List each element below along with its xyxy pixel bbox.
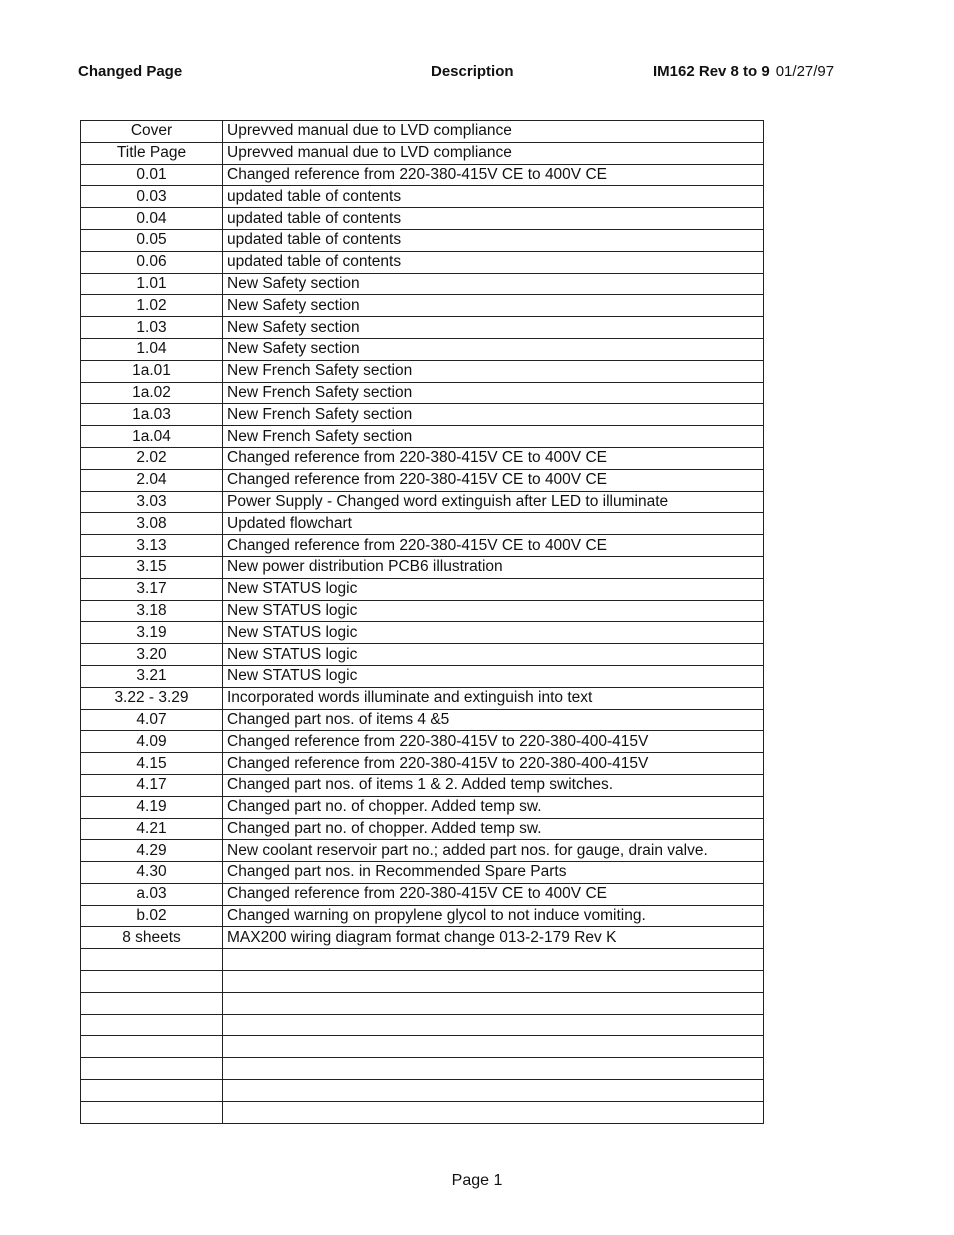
changed-page-cell: 4.21 [81,818,223,840]
description-cell [223,1014,764,1036]
description-cell [223,1080,764,1102]
changed-page-cell [81,992,223,1014]
table-row [81,295,764,317]
changed-page-cell: 0.03 [81,186,223,208]
description-cell: updated table of contents [223,186,764,208]
page-number: Page 1 [451,1172,503,1189]
document-id: IM162 Rev 8 to 9 [653,63,770,80]
description-cell: Changed warning on propylene glycol to not induce vomiting. [223,905,764,927]
changed-page-cell: 0.05 [81,229,223,251]
changed-page-cell: 1a.01 [81,360,223,382]
description-cell: New French Safety section [223,404,764,426]
description-cell: Power Supply - Changed word extinguish after LED to illuminate [223,491,764,513]
change-log-body [81,121,764,1124]
description-cell: New Safety section [223,295,764,317]
changed-page-cell: 8 sheets [81,927,223,949]
table-row [81,513,764,535]
description-cell [223,949,764,971]
table-row [81,731,764,753]
table-row [81,992,764,1014]
table-row [81,360,764,382]
table-row [81,469,764,491]
description-cell [223,1058,764,1080]
table-row [81,186,764,208]
description-cell: Changed reference from 220-380-415V CE to 400V CE [223,469,764,491]
table-row [81,426,764,448]
table-row [81,121,764,143]
changed-page-cell: 1.01 [81,273,223,295]
table-row [81,753,764,775]
table-row [81,535,764,557]
changed-page-cell: 1a.03 [81,404,223,426]
table-row [81,251,764,273]
description-cell: Changed part no. of chopper. Added temp sw. [223,796,764,818]
description-cell: updated table of contents [223,251,764,273]
changed-page-cell: 3.19 [81,622,223,644]
description-cell: New STATUS logic [223,644,764,666]
changed-page-cell: Title Page [81,142,223,164]
changed-page-cell: 4.30 [81,862,223,884]
description-cell: New power distribution PCB6 illustration [223,556,764,578]
description-cell: Incorporated words illuminate and extinguish into text [223,687,764,709]
table-row [81,949,764,971]
table-row [81,338,764,360]
table-row [81,709,764,731]
table-row [81,229,764,251]
description-cell: New Safety section [223,338,764,360]
changed-page-cell: b.02 [81,905,223,927]
table-row [81,796,764,818]
changed-page-cell [81,1036,223,1058]
description-cell: Changed part nos. of items 1 & 2. Added temp switches. [223,774,764,796]
changed-page-cell [81,1101,223,1123]
table-row [81,687,764,709]
description-cell: Changed part nos. in Recommended Spare Parts [223,862,764,884]
description-cell: Uprevved manual due to LVD compliance [223,121,764,143]
changed-page-cell [81,1058,223,1080]
table-row [81,774,764,796]
table-row [81,491,764,513]
table-row [81,1101,764,1123]
table-row [81,1036,764,1058]
table-row [81,317,764,339]
changed-page-cell: 4.17 [81,774,223,796]
table-row [81,971,764,993]
changed-page-cell: 4.19 [81,796,223,818]
changed-page-cell [81,1080,223,1102]
changed-page-cell: 4.07 [81,709,223,731]
table-row [81,164,764,186]
changed-page-cell: 3.13 [81,535,223,557]
table-row [81,556,764,578]
description-cell: Updated flowchart [223,513,764,535]
changed-page-cell: 2.04 [81,469,223,491]
table-row [81,862,764,884]
table-row [81,208,764,230]
changed-page-cell: a.03 [81,883,223,905]
table-row [81,404,764,426]
description-cell: MAX200 wiring diagram format change 013-2-179 Rev K [223,927,764,949]
description-cell: Changed reference from 220-380-415V to 220-380-400-415V [223,753,764,775]
table-row [81,1058,764,1080]
changed-page-cell: 4.09 [81,731,223,753]
document-date: 01/27/97 [775,63,835,80]
changed-page-cell: 3.22 - 3.29 [81,687,223,709]
description-cell [223,992,764,1014]
changed-page-cell [81,949,223,971]
changed-page-cell: 0.04 [81,208,223,230]
changed-page-cell: 3.21 [81,665,223,687]
table-row [81,622,764,644]
description-cell: New STATUS logic [223,578,764,600]
document-revision-header [653,63,834,80]
changed-page-cell: Cover [81,121,223,143]
changed-page-cell: 4.15 [81,753,223,775]
changed-page-cell: 2.02 [81,447,223,469]
table-row [81,142,764,164]
changed-page-header: Changed Page [78,63,183,80]
changed-page-cell: 1.03 [81,317,223,339]
changed-page-cell: 3.15 [81,556,223,578]
description-cell: Changed part nos. of items 4 &5 [223,709,764,731]
changed-page-cell: 3.08 [81,513,223,535]
description-cell: updated table of contents [223,208,764,230]
table-row [81,927,764,949]
description-header: Description [431,63,514,80]
changed-page-cell: 0.01 [81,164,223,186]
description-cell [223,1101,764,1123]
table-row [81,905,764,927]
description-cell: New French Safety section [223,360,764,382]
description-cell: Uprevved manual due to LVD compliance [223,142,764,164]
table-row [81,1080,764,1102]
description-cell: New STATUS logic [223,665,764,687]
table-row [81,273,764,295]
table-row [81,644,764,666]
changed-page-cell [81,971,223,993]
table-row [81,818,764,840]
changed-page-cell: 1a.04 [81,426,223,448]
table-row [81,447,764,469]
description-cell: New coolant reservoir part no.; added part nos. for gauge, drain valve. [223,840,764,862]
change-log-table [80,120,764,1124]
table-row [81,840,764,862]
table-row [81,665,764,687]
description-cell: New STATUS logic [223,622,764,644]
changed-page-cell: 4.29 [81,840,223,862]
description-cell [223,1036,764,1058]
description-cell: Changed reference from 220-380-415V to 220-380-400-415V [223,731,764,753]
table-row [81,578,764,600]
table-row [81,382,764,404]
description-cell [223,971,764,993]
description-cell: updated table of contents [223,229,764,251]
changed-page-cell: 1.02 [81,295,223,317]
changed-page-cell: 1a.02 [81,382,223,404]
description-cell: New Safety section [223,317,764,339]
changed-page-cell: 3.18 [81,600,223,622]
changed-page-cell: 0.06 [81,251,223,273]
description-cell: Changed reference from 220-380-415V CE to 400V CE [223,447,764,469]
description-cell: Changed reference from 220-380-415V CE to 400V CE [223,883,764,905]
table-row [81,1014,764,1036]
description-cell: Changed reference from 220-380-415V CE to 400V CE [223,164,764,186]
table-row [81,600,764,622]
table-row [81,883,764,905]
changed-page-cell: 1.04 [81,338,223,360]
description-cell: New French Safety section [223,382,764,404]
changed-page-cell: 3.17 [81,578,223,600]
description-cell: New Safety section [223,273,764,295]
description-cell: New French Safety section [223,426,764,448]
description-cell: Changed reference from 220-380-415V CE to 400V CE [223,535,764,557]
description-cell: New STATUS logic [223,600,764,622]
changed-page-cell [81,1014,223,1036]
description-cell: Changed part no. of chopper. Added temp sw. [223,818,764,840]
changed-page-cell: 3.03 [81,491,223,513]
changed-page-cell: 3.20 [81,644,223,666]
